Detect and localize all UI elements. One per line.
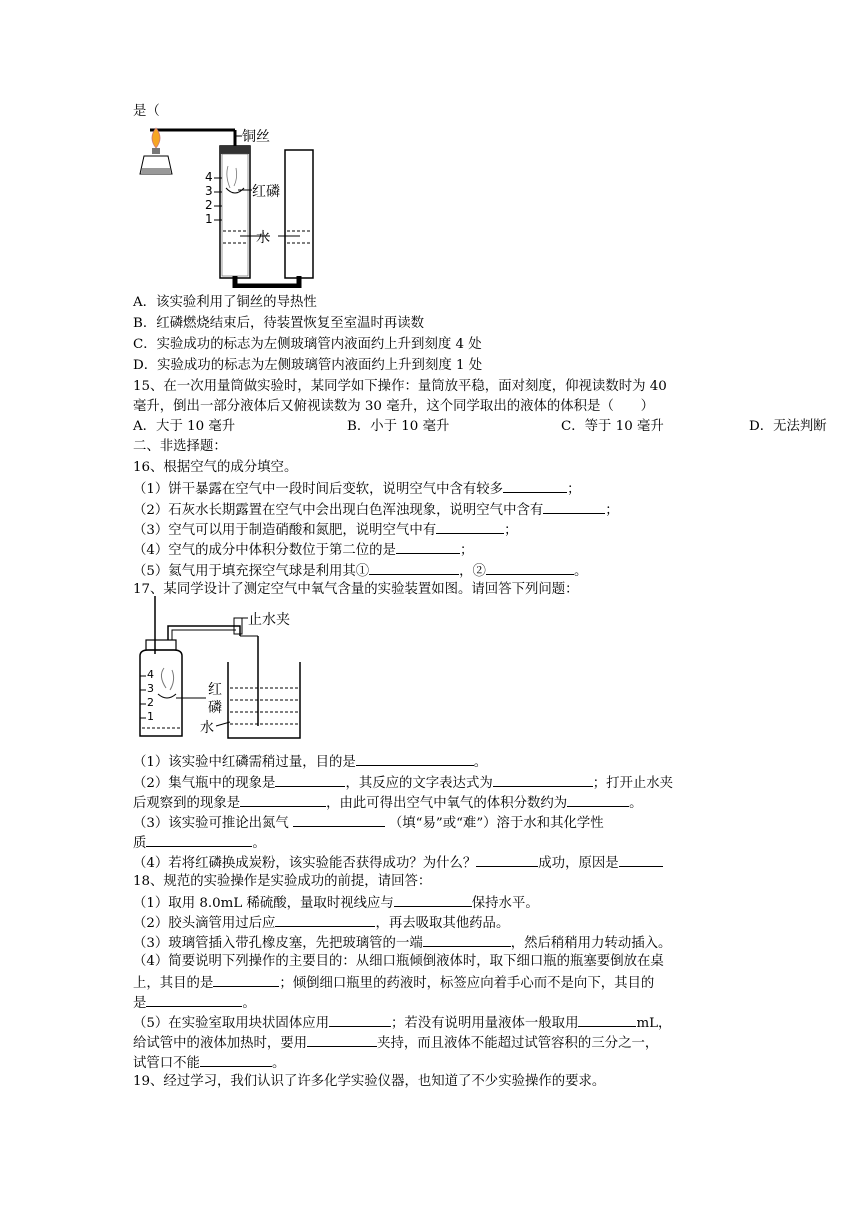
q16-line2: （2）石灰水长期露置在空气中会出现白色浑浊现象，说明空气中含有 ； bbox=[133, 500, 619, 520]
answer-blank bbox=[307, 1033, 377, 1047]
q15-stem-line1: 15、在一次用量筒做实验时，某同学如下操作：量筒放平稳，面对刻度，仰视读数时为 40 bbox=[133, 379, 667, 394]
q16-line5: （5）氦气用于填充探空气球是利用其① ，② 。 bbox=[133, 561, 587, 581]
answer-blank bbox=[213, 973, 279, 987]
q15-stem-line2: 毫升，倒出一部分液体后又俯视读数为 30 毫升，这个同学取出的液体的体积是（ ） bbox=[133, 399, 655, 414]
svg-text:2: 2 bbox=[147, 696, 154, 709]
answer-blank bbox=[619, 853, 663, 867]
svg-text:2: 2 bbox=[205, 198, 213, 212]
q15-option-d: D．无法判断 bbox=[749, 419, 827, 434]
answer-blank bbox=[146, 993, 242, 1007]
q17-line5: 质 。 bbox=[133, 833, 266, 853]
answer-blank bbox=[275, 913, 375, 927]
answer-blank bbox=[578, 1013, 636, 1027]
svg-text:1: 1 bbox=[147, 710, 154, 723]
q18-line6: 是 。 bbox=[133, 993, 256, 1013]
q16-line3: （3）空气可以用于制造硝酸和氮肥，说明空气中有 ； bbox=[133, 520, 518, 540]
answer-blank bbox=[146, 833, 252, 847]
svg-text:3: 3 bbox=[147, 682, 154, 695]
q18-line5: 上，其目的是 ；倾倒细口瓶里的药液时，标签应向着手心而不是向下，其目的 bbox=[133, 973, 654, 993]
q17-line1: （1）该实验中红磷需稍过量，目的是 。 bbox=[133, 752, 487, 772]
q15-option-c: C．等于 10 毫升 bbox=[561, 419, 664, 434]
label-clamp: 止水夹 bbox=[248, 612, 290, 628]
answer-blank bbox=[543, 500, 605, 514]
q17-line4: （3）该实验可推论出氮气 （填“易”或“难”）溶于水和其化学性 bbox=[133, 813, 604, 833]
q18-line2: （2）胶头滴管用过后应 ，再去吸取其他药品。 bbox=[133, 913, 509, 933]
section-heading: 二、非选择题： bbox=[133, 439, 227, 454]
label-red-phosphorus: 红磷 bbox=[252, 184, 280, 200]
q15-option-a: A．大于 10 毫升 bbox=[133, 419, 236, 434]
q18-line1: （1）取用 8.0mL 稀硫酸，量取时视线应与 保持水平。 bbox=[133, 893, 539, 913]
svg-text:1: 1 bbox=[205, 212, 213, 226]
q17-title: 17、某同学设计了测定空气中氧气含量的实验装置如图。请回答下列问题： bbox=[133, 582, 579, 597]
answer-blank bbox=[356, 752, 474, 766]
answer-blank bbox=[275, 773, 345, 787]
q16-title: 16、根据空气的成分填空。 bbox=[133, 460, 298, 475]
q14-option-b: B．红磷燃烧结束后，待装置恢复至室温时再读数 bbox=[133, 316, 425, 331]
q18-line4: （4）简要说明下列操作的主要目的：从细口瓶倾倒液体时，取下细口瓶的瓶塞要倒放在桌 bbox=[133, 954, 664, 969]
answer-blank bbox=[436, 520, 504, 534]
svg-text:3: 3 bbox=[205, 184, 213, 198]
label-red: 红 bbox=[208, 682, 222, 698]
q14-option-d: D．实验成功的标志为左侧玻璃管内液面约上升到刻度 1 处 bbox=[133, 358, 483, 373]
label-phosphorus: 磷 bbox=[208, 700, 222, 716]
answer-blank bbox=[493, 773, 593, 787]
svg-text:4: 4 bbox=[147, 668, 154, 681]
q14-stem-tail: 是（ bbox=[133, 104, 160, 119]
svg-text:4: 4 bbox=[205, 170, 213, 184]
q18-line8: 给试管中的液体加热时，要用 夹持，而且液体不能超过试管容积的三分之一， bbox=[133, 1033, 658, 1053]
smoke-icon bbox=[161, 668, 173, 690]
label-copper-wire: 铜丝 bbox=[242, 129, 270, 145]
answer-blank bbox=[240, 793, 326, 807]
q14-option-c: C．实验成功的标志为左侧玻璃管内液面约上升到刻度 4 处 bbox=[133, 337, 482, 352]
smoke-icon bbox=[227, 166, 237, 188]
answer-blank bbox=[369, 561, 459, 575]
answer-blank bbox=[329, 1013, 391, 1027]
q17-apparatus-figure bbox=[130, 596, 310, 742]
q15-option-b: B．小于 10 毫升 bbox=[347, 419, 450, 434]
answer-blank bbox=[200, 1053, 272, 1067]
q17-line6: （4）若将红磷换成炭粉，该实验能否获得成功？为什么？ 成功，原因是 bbox=[133, 853, 663, 873]
answer-blank bbox=[486, 561, 574, 575]
label-water: 水 bbox=[256, 230, 270, 246]
q17-line3: 后观察到的现象是 ，由此可得出空气中氧气的体积分数约为 。 bbox=[133, 793, 643, 813]
answer-blank bbox=[423, 933, 511, 947]
q18-line7: （5）在实验室取用块状固体应用 ；若没有说明用量液体一般取用 mL， bbox=[133, 1013, 671, 1033]
answer-blank bbox=[567, 793, 629, 807]
q16-line1: （1）饼干暴露在空气中一段时间后变软，说明空气中含有较多 ； bbox=[133, 479, 580, 499]
q19-title: 19、经过学习，我们认识了许多化学实验仪器，也知道了不少实验操作的要求。 bbox=[133, 1074, 606, 1089]
answer-blank bbox=[293, 813, 385, 827]
answer-blank bbox=[394, 893, 472, 907]
answer-blank bbox=[476, 853, 538, 867]
q17-line2: （2）集气瓶中的现象是 ，其反应的文字表达式为 ；打开止水夹 bbox=[133, 773, 673, 793]
q18-line9: 试管口不能 。 bbox=[133, 1053, 285, 1073]
q18-line3: （3）玻璃管插入带孔橡皮塞，先把玻璃管的一端 ，然后稍稍用力转动插入。 bbox=[133, 933, 671, 953]
q16-line4: （4）空气的成分中体积分数位于第二位的是 ； bbox=[133, 540, 473, 560]
label-water: 水 bbox=[200, 720, 214, 736]
q14-option-a: A．该实验利用了铜丝的导热性 bbox=[133, 295, 317, 310]
q18-title: 18、规范的实验操作是实验成功的前提，请回答： bbox=[133, 874, 432, 889]
answer-blank bbox=[503, 479, 567, 493]
q14-apparatus-figure bbox=[130, 118, 330, 288]
answer-blank bbox=[396, 540, 460, 554]
